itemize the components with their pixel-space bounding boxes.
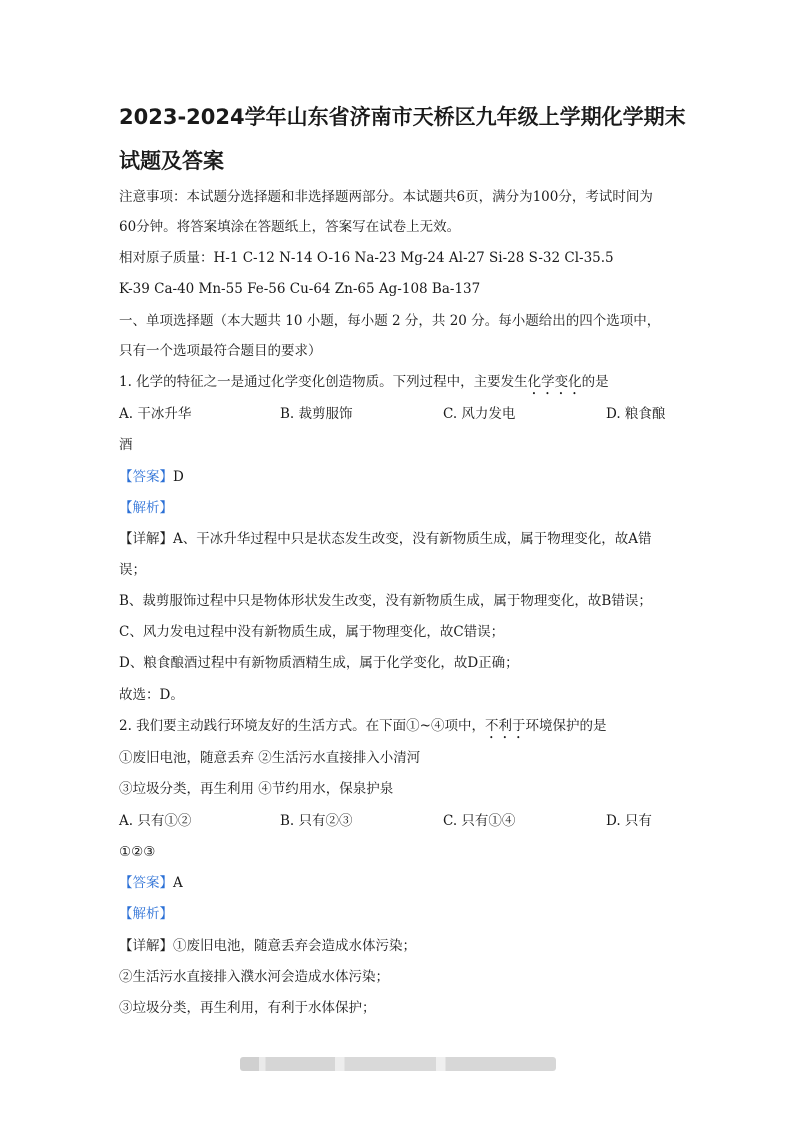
q2-answer xyxy=(119,874,679,892)
q2-stem-after: 环境保护的是 xyxy=(525,718,607,734)
q2-stem-before: 2. 我们要主动践行环境友好的生活方式。在下面①~④项中， xyxy=(119,718,485,734)
q2-detail-1 xyxy=(119,937,679,955)
q2-option-a: A. 只有①② xyxy=(119,813,192,829)
q2-items-line2: ③垃圾分类，再生利用 ④节约用水，保泉护泉 xyxy=(119,781,394,797)
q1-answer xyxy=(119,468,679,486)
q1-analysis-label: 【解析】 xyxy=(119,500,173,516)
q2-detail-label: 【详解】 xyxy=(119,938,173,954)
q1-option-a: A. 干冰升华 xyxy=(119,406,192,422)
q1-stem-after: 的是 xyxy=(581,374,609,390)
q2-stem xyxy=(119,717,679,742)
q1-option-d: D. 粮食酿 xyxy=(606,406,666,422)
notes-line1: 注意事项：本试题分选择题和非选择题两部分。本试题共6页，满分为100分，考试时间为 xyxy=(119,189,653,205)
q2-stem-emphasis: 不利于 xyxy=(484,718,526,734)
section-heading-line1: 一、单项选择题（本大题共 10 小题，每小题 2 分，共 20 分。每小题给出的四个选项中， xyxy=(119,313,661,329)
document-title-line2: 试题及答案 xyxy=(119,149,224,173)
q2-detail-3: ③垃圾分类，再生利用，有利于水体保护； xyxy=(119,1000,376,1016)
q2-items-line1: ①废旧电池，随意丢弃 ②生活污水直接排入小清河 xyxy=(119,750,421,766)
q2-option-c: C. 只有①④ xyxy=(443,813,516,829)
q1-option-c: C. 风力发电 xyxy=(443,406,516,422)
q1-detail-text: A、干冰升华过程中只是状态发生改变，没有新物质生成，属于物理变化，故A错 xyxy=(173,531,652,547)
q2-detail-2: ②生活污水直接排入濮水河会造成水体污染； xyxy=(119,969,389,985)
q1-conclusion: 故选：D。 xyxy=(119,687,184,703)
q1-detail-line1 xyxy=(119,530,679,548)
blurred-footer-watermark xyxy=(240,1057,556,1071)
document-title-line1: 2023-2024学年山东省济南市天桥区九年级上学期化学期末 xyxy=(119,105,686,129)
q2-analysis-label: 【解析】 xyxy=(119,906,173,922)
q1-stem-before: 1. 化学的特征之一是通过化学变化创造物质。下列过程中，主要发生 xyxy=(119,374,528,390)
q1-detail-c: C、风力发电过程中没有新物质生成，属于物理变化，故C错误； xyxy=(119,624,505,640)
q1-answer-value: D xyxy=(173,469,184,485)
section-heading-line2: 只有一个选项最符合题目的要求） xyxy=(119,343,322,359)
q2-answer-label: 【答案】 xyxy=(119,875,173,891)
q1-detail-d: D、粮食酿酒过程中有新物质酒精生成，属于化学变化，故D正确； xyxy=(119,655,519,671)
q2-detail-1-text: ①废旧电池，随意丢弃会造成水体污染； xyxy=(173,938,416,954)
q2-option-b: B. 只有②③ xyxy=(280,813,353,829)
q2-answer-value: A xyxy=(173,875,183,891)
q2-option-d-wrap: ①②③ xyxy=(119,844,156,860)
q1-detail-line2: 误； xyxy=(119,562,146,578)
q2-option-d: D. 只有 xyxy=(606,813,652,829)
q1-stem xyxy=(119,373,679,398)
q1-detail-b: B、裁剪服饰过程中只是物体形状发生改变，没有新物质生成，属于物理变化，故B错误； xyxy=(119,593,652,609)
q1-option-d-wrap: 酒 xyxy=(119,437,133,453)
q1-stem-emphasis: 化学变化 xyxy=(527,374,582,390)
q1-detail-label: 【详解】 xyxy=(119,531,173,547)
q1-option-b: B. 裁剪服饰 xyxy=(280,406,353,422)
q1-answer-label: 【答案】 xyxy=(119,469,173,485)
notes-line2: 60分钟。将答案填涂在答题纸上，答案写在试卷上无效。 xyxy=(119,219,461,235)
atomic-masses-line1: 相对原子质量：H-1 C-12 N-14 O-16 Na-23 Mg-24 Al-27 Si-28 S-32 Cl-35.5 xyxy=(119,250,614,266)
atomic-masses-line2: K-39 Ca-40 Mn-55 Fe-56 Cu-64 Zn-65 Ag-108 Ba-137 xyxy=(119,281,481,297)
